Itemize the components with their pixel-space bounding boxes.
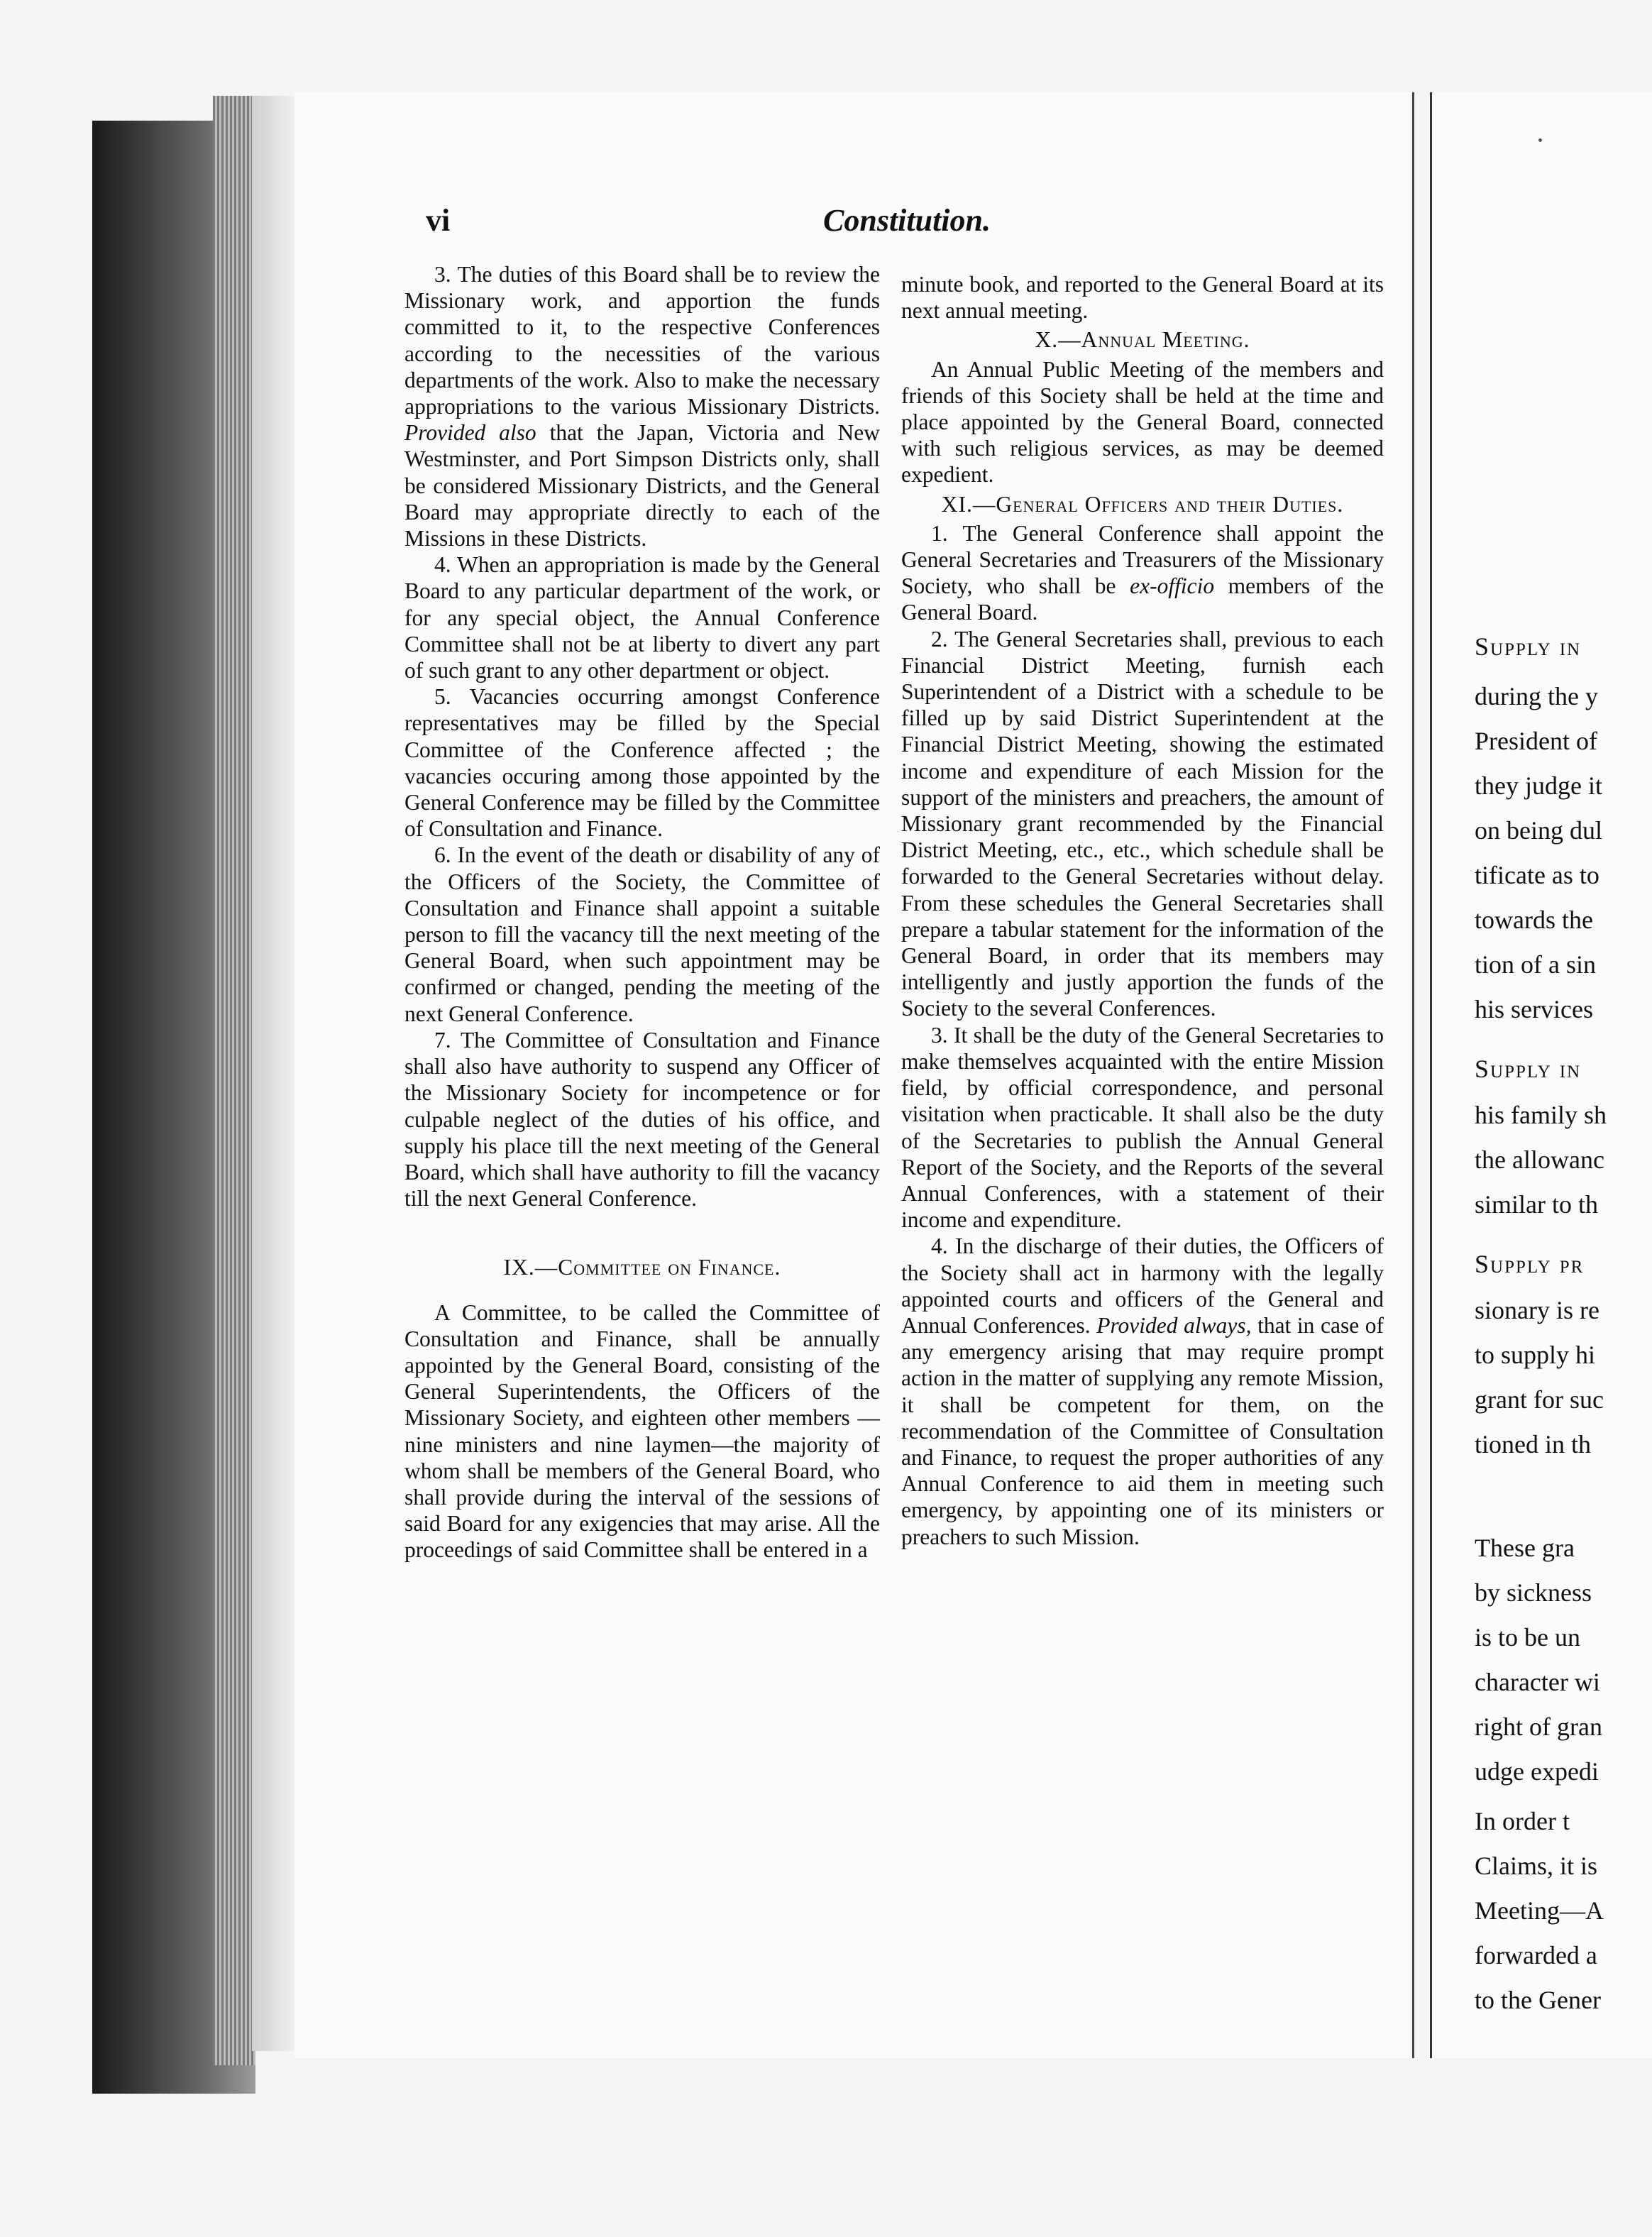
text-line: Supply in <box>1475 1055 1582 1083</box>
paragraph: 7. The Committee of Consultation and Finance shall also have authority to suspend any Officer of the Missionary Society for incompetence or for culpable neglect of the duties of his office, and supply his place till the next meeting of the General Board, which shall have authority to fill the vacancy till the next General Conference. <box>404 1027 880 1211</box>
text-line: to the Gener <box>1475 1986 1601 2014</box>
text-line: forwarded a <box>1475 1941 1597 1969</box>
page-edges <box>213 96 255 2065</box>
column-right <box>901 271 1384 1550</box>
text-line: These gra <box>1475 1534 1575 1562</box>
text-line: on being dul <box>1475 816 1602 845</box>
text-line: by sickness <box>1475 1578 1592 1607</box>
text-line: his services <box>1475 995 1593 1023</box>
paragraph: minute book, and reported to the General Board at its next annual meeting. <box>901 272 1384 324</box>
section-heading-x: X.—Annual Meeting. <box>1035 327 1250 353</box>
text-line: towards the <box>1475 906 1593 934</box>
paragraph: 3. It shall be the duty of the General Secretaries to make themselves acquainted with the entire Mission field, by official correspondence, and personal visitation when practicable. It shall also be the duty of the Secretaries to publish the Annual General Report of the Society, and the Reports of the several Annual Conferences, with a statement of their income and expenditure. <box>901 1022 1384 1233</box>
paragraph: A Committee, to be called the Committee of Consultation and Finance, shall be annually appointed by the General Board, consisting of the General Superintendents, the Officers of the Missionary Society, and eighteen other members — nine ministers and nine laymen—the majority of whom shall be members of the General Board, who shall provide during the interval of the sessions of said Board for any exigencies that may arise. All the proceedings of said Committee shall be entered in a <box>404 1299 880 1563</box>
text-line: sionary is re <box>1475 1296 1599 1324</box>
text-line: to supply hi <box>1475 1341 1596 1369</box>
text-line: tioned in th <box>1475 1430 1591 1458</box>
text-line: tificate as to <box>1475 861 1599 889</box>
text-line: character wi <box>1475 1668 1600 1696</box>
text-line: Supply pr <box>1475 1250 1585 1278</box>
section-heading-xi: XI.—General Officers and their Duties. <box>941 491 1344 517</box>
page-header <box>426 202 1373 245</box>
paragraph: 4. When an appropriation is made by the General Board to any particular department of the work, or for any special object, the Annual Conference Committee shall not be at liberty to divert any part of such grant to any other department or object. <box>404 552 880 683</box>
right-page-fragment <box>1430 92 1652 2058</box>
left-page <box>294 92 1414 2058</box>
text-line: right of gran <box>1475 1713 1602 1741</box>
text-line: tion of a sin <box>1475 950 1596 979</box>
text-line: In order t <box>1475 1807 1570 1835</box>
paragraph: 1. The General Conference shall appoint the General Secretaries and Treasurers of the Missionary Society, who shall be ex-officio members of the General Board. <box>901 520 1384 625</box>
text-line: is to be un <box>1475 1623 1580 1651</box>
paragraph: 3. The duties of this Board shall be to review the Missionary work, and apportion the funds committed to it, to the respective Conferences according to the necessities of the various departments of the work. Also to make the necessary appropriations to the various Missionary Districts. Provided also that the Japan, Victoria and New Westminster, and Port Simpson Districts only, shall be considered Missionary Districts, and the General Board may appropriate directly to each of the Missions in these Districts. <box>404 262 880 551</box>
paragraph: 4. In the discharge of their duties, the Officers of the Society shall act in harmony with the legally appointed courts and officers of the General and Annual Conferences. Provided always, that in case of any emergency arising that may require prompt action in the matter of supplying any remote Mission, it shall be competent for them, on the recommendation of the Committee of Consultation and Finance, to request the proper authorities of any Annual Conference to aid them in meeting such emergency, by appointing one of its ministers or preachers to such Mission. <box>901 1233 1384 1549</box>
text-line: udge expedi <box>1475 1757 1599 1786</box>
text-line: similar to th <box>1475 1190 1598 1219</box>
text-line: during the y <box>1475 682 1598 710</box>
running-title: Constitution. <box>823 203 991 238</box>
text-line: Claims, it is <box>1475 1852 1598 1880</box>
text-line: grant for suc <box>1475 1385 1604 1414</box>
paragraph: 5. Vacancies occurring amongst Conference representatives may be filled by the Special Committee of the Conference affected ; the vacancies occuring among those appointed by the General Conference may be filled by the Committee of Consultation and Finance. <box>404 684 880 842</box>
text-line: they judge it <box>1475 771 1602 800</box>
text-line: Supply in <box>1475 632 1582 661</box>
text-line: Meeting—A <box>1475 1896 1604 1925</box>
text-line: the allowanc <box>1475 1145 1604 1174</box>
section-heading-ix: IX.—Committee on Finance. <box>503 1255 781 1280</box>
text-line: President of <box>1475 727 1597 755</box>
gutter-shadow <box>252 96 298 2051</box>
paragraph: 6. In the event of the death or disability of any of the Officers of the Society, the Committee of Consultation and Finance shall appoint a suitable person to fill the vacancy till the next meeting of the General Board, when such appointment may be confirmed or changed, pending the meeting of the next General Conference. <box>404 842 880 1026</box>
paragraph: 2. The General Secretaries shall, previous to each Financial District Meeting, furnish each Superintendent of a District with a schedule to be filled up by said District Superintendent at the Financial District Meeting, showing the estimated income and expenditure of each Mission for the support of the ministers and preachers, the amount of Missionary grant recommended by the Financial District Meeting, etc., etc., which schedule shall be forwarded to the General Secretaries without delay. From these schedules the General Secretaries shall prepare a tabular statement for the information of the General Board, in order that its members may intelligently and justly apportion the funds of the Society to the several Conferences. <box>901 626 1384 1021</box>
text-line: his family sh <box>1475 1101 1607 1129</box>
column-left <box>404 261 880 1563</box>
page-number: vi <box>426 203 451 238</box>
paragraph: An Annual Public Meeting of the members and friends of this Society shall be held at the time and place appointed by the General Board, connected with such religious services, as may be deemed expedient. <box>901 356 1384 488</box>
